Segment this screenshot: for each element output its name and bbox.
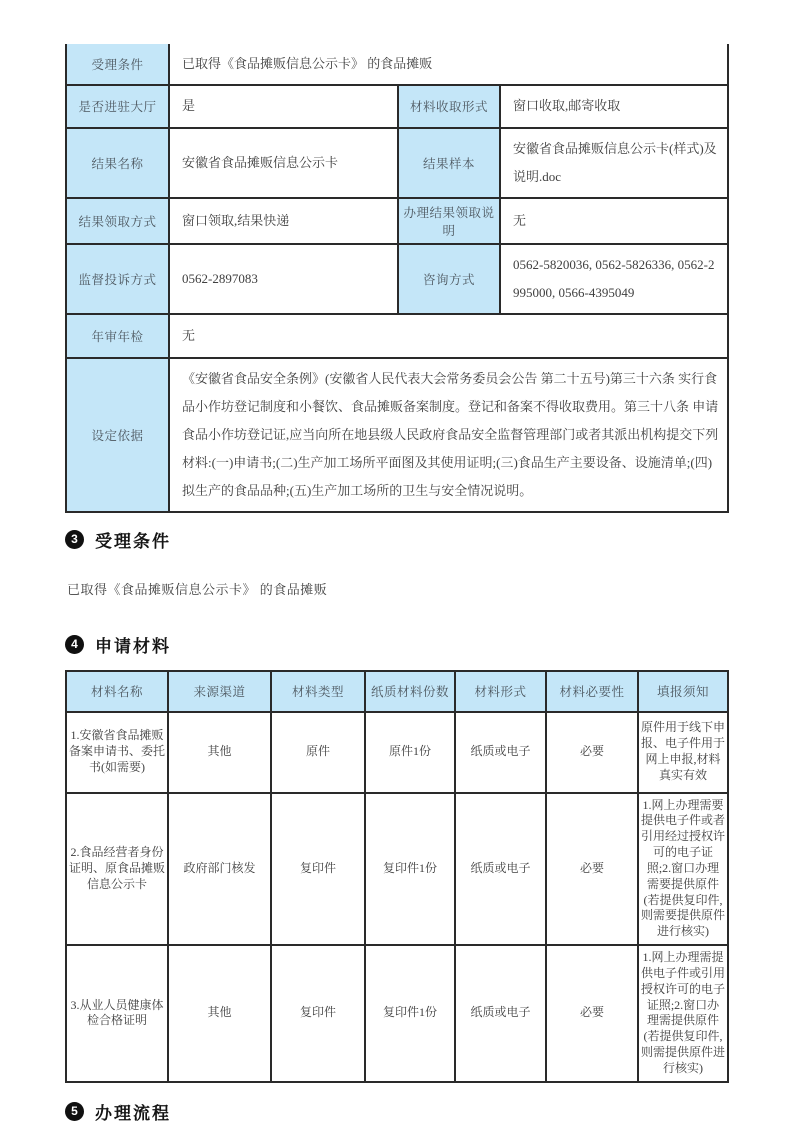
- table-row: [66, 358, 728, 512]
- accept-conditions-text: 已取得《食品摊贩信息公示卡》 的食品摊贩: [67, 581, 328, 597]
- field-label-result-sample: 结果样本: [398, 128, 500, 198]
- cell-material-name: 1.安徽省食品摊贩备案申请书、委托书(如需要): [66, 712, 168, 793]
- field-value-result-name: 安徽省食品摊贩信息公示卡: [169, 128, 398, 198]
- field-label-result-name: 结果名称: [66, 128, 169, 198]
- field-label-in-hall: 是否进驻大厅: [66, 85, 169, 128]
- cell-filing-notes: 1.网上办理需提供电子件或引用授权许可的电子证照;2.窗口办理需提供原件(若提供复印件,则需提供原件进行核实): [638, 945, 728, 1082]
- table-row: [66, 244, 728, 314]
- field-value-pickup-note: 无: [500, 198, 728, 244]
- col-header-paper-copies: 纸质材料份数: [365, 671, 455, 712]
- field-label-annual-review: 年审年检: [66, 314, 169, 358]
- cell-material-form: 纸质或电子: [455, 793, 546, 945]
- field-label-accept-condition: 受理条件: [66, 44, 169, 85]
- col-header-material-form: 材料形式: [455, 671, 546, 712]
- field-label-legal-basis: 设定依据: [66, 358, 169, 512]
- cell-material-type: 复印件: [271, 793, 365, 945]
- field-value-consult-phone: 0562-5820036, 0562-5826336, 0562-2995000, 0566-4395049: [500, 244, 728, 314]
- section-title: 办理流程: [95, 1103, 171, 1123]
- cell-filing-notes: 原件用于线下申报、电子件用于网上申报,材料真实有效: [638, 712, 728, 793]
- section-title: 受理条件: [95, 531, 171, 551]
- cell-paper-copies: 复印件1份: [365, 793, 455, 945]
- cell-source: 其他: [168, 712, 271, 793]
- field-label-material-collection: 材料收取形式: [398, 85, 500, 128]
- col-header-necessity: 材料必要性: [546, 671, 638, 712]
- service-info-table: [65, 44, 729, 513]
- section-title: 申请材料: [95, 636, 171, 656]
- field-value-annual-review: 无: [169, 314, 728, 358]
- field-label-complaint-phone: 监督投诉方式: [66, 244, 169, 314]
- cell-necessity: 必要: [546, 945, 638, 1082]
- table-row: [66, 85, 728, 128]
- cell-material-name: 2.食品经营者身份证明、原食品摊贩信息公示卡: [66, 793, 168, 945]
- cell-material-form: 纸质或电子: [455, 712, 546, 793]
- field-label-consult-phone: 咨询方式: [398, 244, 500, 314]
- cell-material-type: 原件: [271, 712, 365, 793]
- table-row: [66, 44, 728, 85]
- cell-material-form: 纸质或电子: [455, 945, 546, 1082]
- table-row: [66, 793, 728, 945]
- field-value-in-hall: 是: [169, 85, 398, 128]
- table-row: [66, 314, 728, 358]
- table-row: [66, 198, 728, 244]
- cell-material-name: 3.从业人员健康体检合格证明: [66, 945, 168, 1082]
- field-value-complaint-phone: 0562-2897083: [169, 244, 398, 314]
- section-heading-application-materials: [65, 632, 727, 657]
- cell-filing-notes: 1.网上办理需要提供电子件或者引用经过授权许可的电子证照;2.窗口办理需要提供原件(若提供复印件,则需要提供原件进行核实): [638, 793, 728, 945]
- section-number-badge: 3: [65, 530, 84, 549]
- cell-source: 政府部门核发: [168, 793, 271, 945]
- table-row: [66, 128, 728, 198]
- application-materials-table: [65, 670, 729, 1083]
- table-row: [66, 712, 728, 793]
- cell-source: 其他: [168, 945, 271, 1082]
- cell-material-type: 复印件: [271, 945, 365, 1082]
- cell-necessity: 必要: [546, 712, 638, 793]
- field-label-pickup-note: 办理结果领取说明: [398, 198, 500, 244]
- field-value-legal-basis: 《安徽省食品安全条例》(安徽省人民代表大会常务委员会公告 第二十五号)第三十六条 实行食品小作坊登记制度和小餐饮、食品摊贩备案制度。登记和备案不得收取费用。第三十八条 申请食品小作坊登记证,应当向所在地县级人民政府食品安全监督管理部门或者其派出机构提交下列材料:(一)申请书;(二)生产加工场所平面图及其使用证明;(三)食品生产主要设备、设施清单;(四)拟生产的食品品种;(五)生产加工场所的卫生与安全情况说明。: [169, 358, 728, 512]
- section-heading-accept-conditions: [65, 527, 727, 552]
- field-value-accept-condition: 已取得《食品摊贩信息公示卡》 的食品摊贩: [169, 44, 728, 85]
- table-row: [66, 945, 728, 1082]
- cell-paper-copies: 原件1份: [365, 712, 455, 793]
- section-heading-process-flow: [65, 1099, 727, 1124]
- field-value-material-collection: 窗口收取,邮寄收取: [500, 85, 728, 128]
- col-header-source: 来源渠道: [168, 671, 271, 712]
- col-header-material-type: 材料类型: [271, 671, 365, 712]
- cell-paper-copies: 复印件1份: [365, 945, 455, 1082]
- col-header-material-name: 材料名称: [66, 671, 168, 712]
- field-label-result-pickup: 结果领取方式: [66, 198, 169, 244]
- section-number-badge: 4: [65, 635, 84, 654]
- cell-necessity: 必要: [546, 793, 638, 945]
- section-number-badge: 5: [65, 1102, 84, 1121]
- col-header-filing-notes: 填报须知: [638, 671, 728, 712]
- field-value-result-pickup: 窗口领取,结果快递: [169, 198, 398, 244]
- field-value-result-sample: 安徽省食品摊贩信息公示卡(样式)及说明.doc: [500, 128, 728, 198]
- table-header-row: [66, 671, 728, 712]
